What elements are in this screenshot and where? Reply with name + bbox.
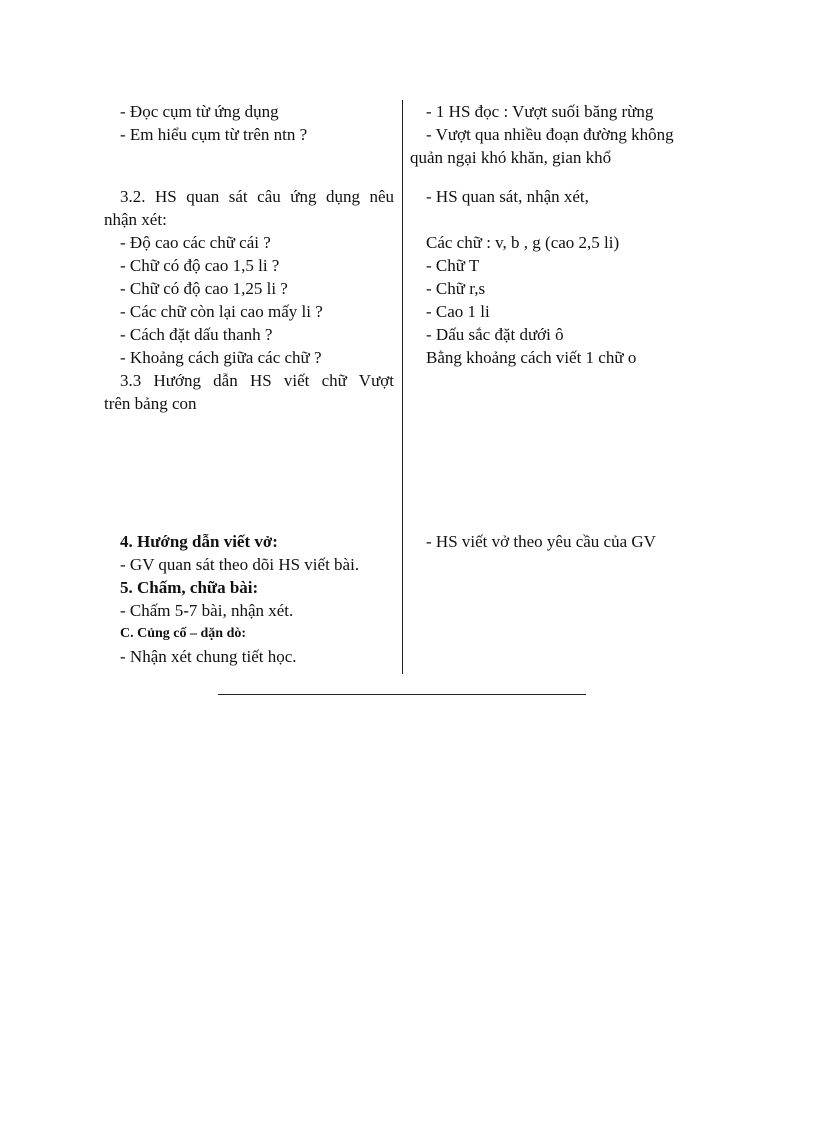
answer-phrase-meaning: - Vượt qua nhiều đoạn đường không [426,125,674,144]
phrase-meaning-question: - Em hiểu cụm từ trên ntn ? [120,125,308,144]
question-height-1-5: - Chữ có độ cao 1,5 li ? [120,256,280,275]
section-c-heading: C. Củng cố – dặn dò: [120,626,247,641]
student-column [410,100,710,553]
question-letter-spacing: - Khoảng cách giữa các chữ ? [120,348,322,367]
answer-height-1-25: - Chữ r,s [426,279,486,298]
answer-write-notebook: - HS viết vở theo yêu cầu của GV [426,532,656,551]
section-5-heading: 5. Chấm, chữa bài: [120,578,259,597]
teacher-column [104,100,394,668]
answer-tone-mark: - Dấu sắc đặt dưới ô [426,325,564,344]
section-3-3-heading: 3.3 Hướng dẫn HS viết chữ Vượt [120,371,394,390]
section-3-2-heading-cont: nhận xét: [104,210,167,229]
section-5-item: - Chấm 5-7 bài, nhận xét. [120,601,294,620]
question-remaining-height: - Các chữ còn lại cao mấy li ? [120,302,323,321]
answer-remaining-height: - Cao 1 li [426,302,490,321]
bottom-rule [218,694,586,695]
answer-phrase-meaning-cont: quản ngại khó khăn, gian khổ [410,148,612,167]
section-4-item: - GV quan sát theo dõi HS viết bài. [120,555,360,574]
answer-observe: - HS quan sát, nhận xét, [426,187,589,206]
question-letter-height: - Độ cao các chữ cái ? [120,233,271,252]
column-divider [402,100,403,674]
question-height-1-25: - Chữ có độ cao 1,25 li ? [120,279,288,298]
section-3-2-heading: 3.2. HS quan sát câu ứng dụng nêu [120,187,394,206]
question-tone-mark: - Cách đặt dấu thanh ? [120,325,273,344]
answer-height-1-5: - Chữ T [426,256,480,275]
answer-letter-height: Các chữ : v, b , g (cao 2,5 li) [426,233,620,252]
section-c-item: - Nhận xét chung tiết học. [120,647,297,666]
section-3-3-heading-cont: trên bảng con [104,394,197,413]
section-4-heading: 4. Hướng dẫn viết vở: [120,532,278,551]
read-phrase-item: - Đọc cụm từ ứng dụng [120,102,279,121]
answer-letter-spacing: Bằng khoảng cách viết 1 chữ o [426,348,637,367]
answer-read-phrase: - 1 HS đọc : Vượt suối băng rừng [426,102,654,121]
